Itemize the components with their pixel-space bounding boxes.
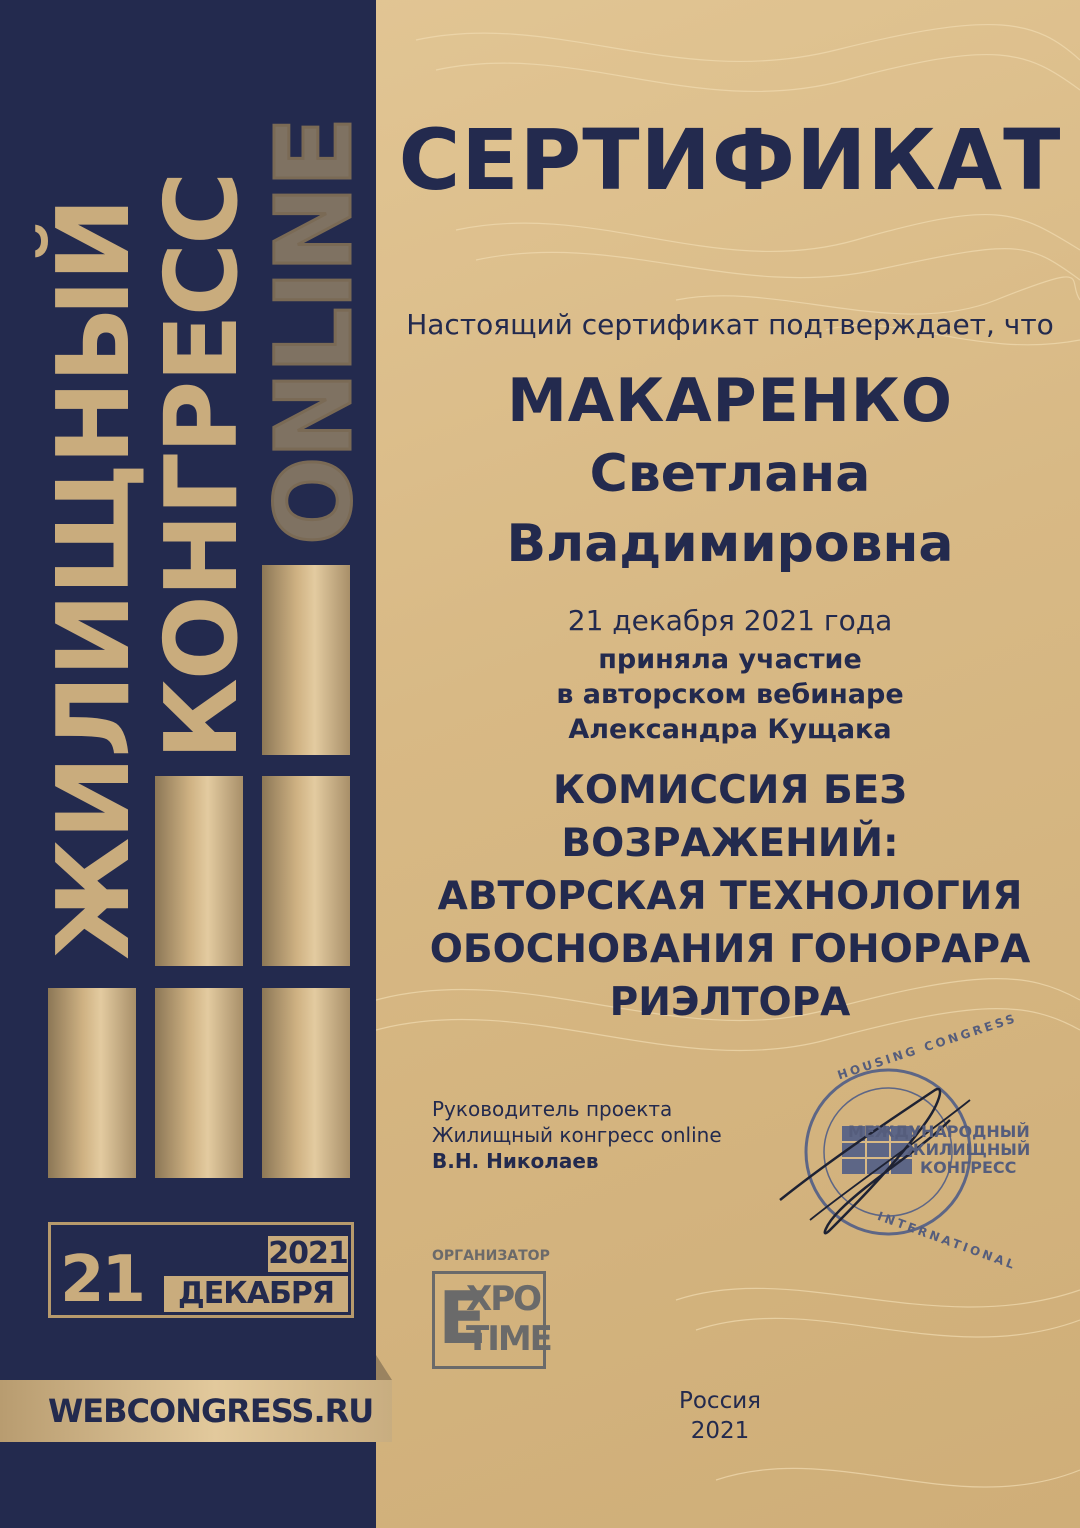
recipient-first-name: Светлана bbox=[589, 444, 871, 504]
banner-word-3: ONLINE bbox=[253, 118, 375, 545]
event-date-text: 21 декабря 2021 года bbox=[567, 604, 893, 637]
stamp-ring-bottom: INTERNATIONAL bbox=[875, 1209, 1019, 1273]
website-ribbon: WEBCONGRESS.RU bbox=[0, 1380, 392, 1442]
gold-bar bbox=[48, 988, 136, 1178]
gold-bar bbox=[155, 776, 243, 966]
signatory-role-1: Руководитель проекта bbox=[432, 1097, 673, 1121]
topic-line: ОБОСНОВАНИЯ ГОНОРАРА bbox=[429, 927, 1031, 972]
event-month: ДЕКАБРЯ bbox=[164, 1276, 348, 1312]
organizer-label: ОРГАНИЗАТОР bbox=[432, 1248, 550, 1264]
recipient-surname: МАКАРЕНКО bbox=[507, 366, 953, 436]
banner-word-1: ЖИЛИЩНЫЙ bbox=[35, 199, 152, 960]
signatory-role-2: Жилищный конгресс online bbox=[432, 1123, 722, 1147]
country: Россия bbox=[678, 1388, 762, 1414]
gold-bar bbox=[262, 988, 350, 1178]
signatory-name: В.Н. Николаев bbox=[432, 1149, 599, 1173]
banner-word-2: КОНГРЕСС bbox=[143, 173, 260, 760]
intro-text: Настоящий сертификат подтверждает, что bbox=[406, 308, 1054, 341]
topic-line: РИЭЛТОРА bbox=[609, 980, 851, 1025]
expotime-logo-line-1: XPO bbox=[466, 1279, 541, 1319]
participation-line-3: Александра Кущака bbox=[568, 714, 892, 745]
footer-year: 2021 bbox=[690, 1418, 750, 1444]
expotime-logo-line-2: TIME bbox=[466, 1319, 551, 1359]
expotime-logo-letter: E bbox=[438, 1276, 488, 1360]
event-day: 21 bbox=[60, 1243, 144, 1317]
topic-line: КОМИССИЯ БЕЗ ВОЗРАЖЕНИЙ: bbox=[552, 768, 908, 866]
stamp-line-3: КОНГРЕСС bbox=[920, 1158, 1017, 1177]
ribbon-fold bbox=[376, 1355, 392, 1380]
signatory-block bbox=[432, 1096, 722, 1174]
stamp-ring-top: HOUSING CONGRESS bbox=[835, 1010, 1020, 1083]
event-year: 2021 bbox=[268, 1236, 348, 1271]
participation-line-1: приняла участие bbox=[598, 644, 862, 675]
topic-line: АВТОРСКАЯ ТЕХНОЛОГИЯ bbox=[437, 874, 1023, 919]
participation-line-2: в авторском вебинаре bbox=[556, 679, 904, 710]
stamp-line-1: МЕЖДУНАРОДНЫЙ bbox=[848, 1122, 1030, 1141]
webinar-topic bbox=[380, 764, 1080, 1029]
gold-bar bbox=[155, 988, 243, 1178]
certificate-title: СЕРТИФИКАТ bbox=[398, 111, 1062, 209]
gold-bar bbox=[262, 776, 350, 966]
gold-bar bbox=[262, 565, 350, 755]
stamp-line-2: ЖИЛИЩНЫЙ bbox=[906, 1140, 1031, 1159]
recipient-patronymic: Владимировна bbox=[506, 514, 954, 574]
